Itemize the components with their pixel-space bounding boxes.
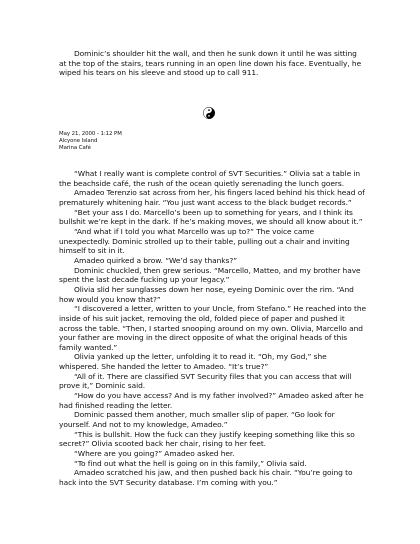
opening-paragraph: Dominic’s shoulder hit the wall, and then he sunk down it until he was sitting at the top of the stairs, tears running in an open line down his face. Eventually, he wiped his tears on his sleeve and stood up to call 911.	[59, 49, 362, 78]
scene-date: May 21, 2000 - 1:12 PM	[59, 131, 122, 137]
paragraph: “All of it. There are classified SVT Security files that you can access that will prove it,” Dominic said.	[59, 371, 352, 391]
paragraph: Dominic chuckled, then grew serious. “Marcello, Matteo, and my brother have spent the last decade fucking up your legacy.”	[59, 265, 361, 285]
paragraph: Dominic passed them another, much smaller slip of paper. “Go look for yourself. And not to my knowledge, Amadeo.”	[59, 410, 335, 430]
paragraph: Amadeo quirked a brow. “We’d say thanks?”	[74, 255, 237, 265]
scene-venue: Marina Café	[59, 145, 91, 152]
paragraph: “I discovered a letter, written to your Uncle, from Stefano.” He reached into the inside of his suit jacket, removing the old, folded piece of paper and pushed it across the table. “Then, I started snooping around on my own. Olivia, Marcello and your father are moving in the direct opposite of what the original heads of this family wanted.”	[59, 304, 366, 352]
paragraph: “This is bullshit. How the fuck can they justify keeping something like this so secret?” Olivia scooted back her chair, rising to her feet.	[59, 429, 355, 449]
paragraph: Olivia yanked up the letter, unfolding it to read it. “Oh, my God,” she whispered. She handed the letter to Amadeo. “It’s true?”	[59, 352, 327, 372]
yin-yang-icon	[203, 107, 215, 119]
paragraph: “Bet your ass I do. Marcello’s been up to something for years, and I think its bullshit we’re kept in the dark. If he’s making moves, we should all know about it.”	[59, 207, 363, 227]
paragraph: “Where are you going?” Amadeo asked her.	[74, 449, 235, 459]
scene-place: Alcyone Island	[59, 138, 98, 145]
paragraph: “What I really want is complete control of SVT Securities.” Olivia sat a table in the beachside café, the rush of the ocean quietly serenading the lunch goers.	[59, 169, 361, 188]
paragraph: Olivia slid her sunglasses down her nose, eyeing Dominic over the rim. “And how would you know that?”	[59, 284, 354, 304]
paragraph: “How do you have access? And is my father involved?” Amadeo asked after he had finished reading the letter.	[59, 391, 364, 410]
paragraph: “And what if I told you what Marcello was up to?” The voice came unexpectedly. Dominic strolled up to their table, pulling out a chair and inviting himself to sit in it.	[59, 226, 350, 256]
paragraph: Amadeo scratched his jaw, and then pushed back his chair. “You’re going to hack into the SVT Security database. I’m coming with you.”	[59, 468, 353, 487]
paragraph: “To find out what the hell is going on in this family,” Olivia said.	[74, 458, 307, 468]
scene-body	[59, 169, 366, 488]
opening-section	[59, 49, 366, 78]
paragraph: Amadeo Terenzio sat across from her, his fingers laced behind his thick head of prematurely whitening hair. “You just want access to the black budget records.”	[59, 188, 365, 207]
scene-header	[59, 131, 366, 152]
